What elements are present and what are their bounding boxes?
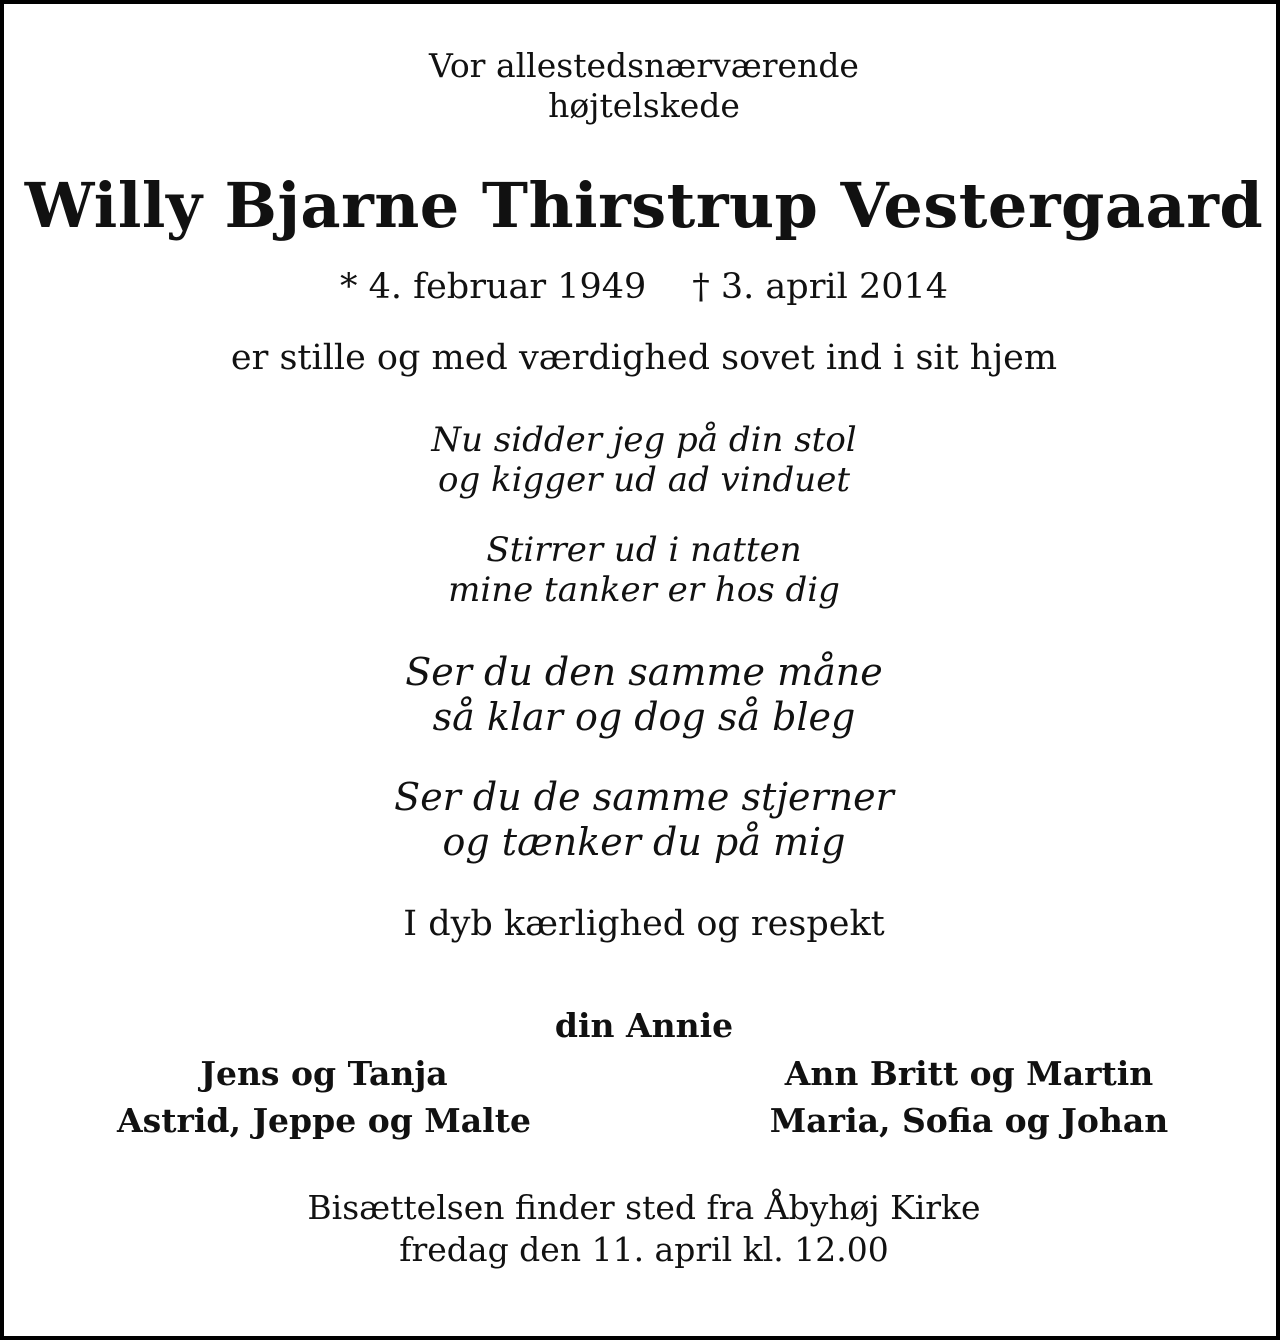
intro-line-1: Vor allestedsnærværende: [429, 46, 859, 85]
death-date: † 3. april 2014: [692, 267, 949, 307]
family-group-right: [724, 1050, 1214, 1144]
birth-date: * 4. februar 1949: [339, 267, 647, 307]
poem-line: så klar og dog så bleg: [432, 695, 856, 739]
family-line: Ann Britt og Martin: [784, 1054, 1154, 1093]
closing-text: I dyb kærlighed og respekt: [403, 904, 885, 944]
family-line: Jens og Tanja: [200, 1054, 448, 1093]
poem-line: Ser du de samme stjerner: [394, 775, 894, 819]
signature-main: din Annie: [554, 1006, 734, 1045]
poem-line: Nu sidder jeg på din stol: [431, 420, 857, 460]
poem-line: Stirrer ud i natten: [486, 530, 802, 570]
family-line: Astrid, Jeppe og Malte: [117, 1101, 531, 1140]
poem-line: og tænker du på mig: [442, 820, 846, 864]
deceased-name: Willy Bjarne Thirstrup Vestergaard: [24, 169, 1264, 242]
funeral-info-line-2: fredag den 11. april kl. 12.00: [399, 1230, 889, 1269]
intro-line-2: højtelskede: [548, 86, 740, 125]
poem-line: mine tanker er hos dig: [448, 570, 840, 610]
announcement-text: er stille og med værdighed sovet ind i sit hjem: [230, 338, 1058, 378]
family-group-left: [84, 1050, 564, 1144]
funeral-info-line-1: Bisættelsen finder sted fra Åbyhøj Kirke: [307, 1188, 981, 1227]
poem-line: og kigger ud ad vinduet: [438, 460, 850, 500]
poem-line: Ser du den samme måne: [405, 650, 883, 694]
family-line: Maria, Sofia og Johan: [769, 1101, 1169, 1140]
life-dates: [4, 266, 1280, 308]
